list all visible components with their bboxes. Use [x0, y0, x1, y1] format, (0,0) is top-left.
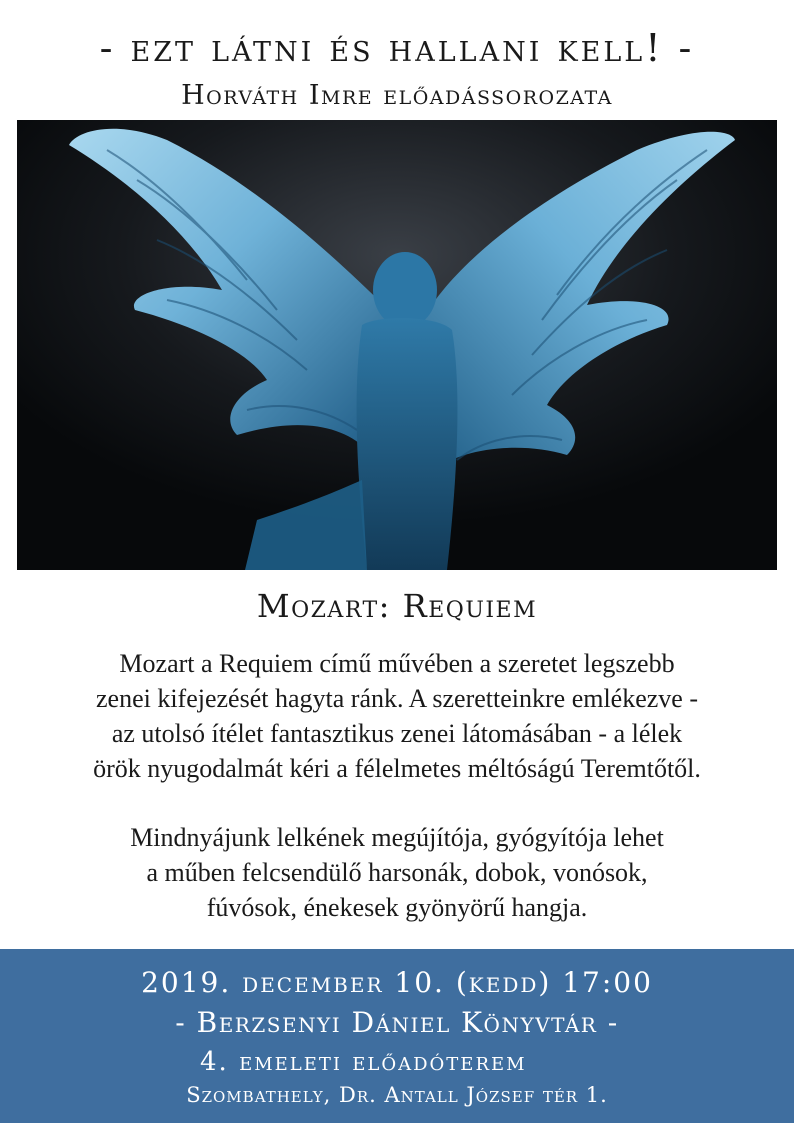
- description-line: zenei kifejezését hagyta ránk. A szeretteinkre emlékezve -: [95, 684, 698, 713]
- description-paragraph-2: [0, 820, 794, 925]
- description-line: a műben felcsendülő harsonák, dobok, vonósok,: [146, 858, 648, 887]
- description-line: Mozart a Requiem című művében a szeretet legszebb: [119, 649, 675, 678]
- event-datetime: 2019. december 10. (kedd) 17:00: [141, 966, 653, 999]
- header: [0, 0, 794, 118]
- description-line: az utolsó ítélet fantasztikus zenei látomásában - a lélek: [111, 719, 683, 748]
- description-paragraph-1: [0, 646, 794, 786]
- description-line: örök nyugodalmát kéri a félelmetes méltóságú Teremtőtől.: [93, 754, 701, 783]
- subheadline: Horváth Imre előadássorozata: [181, 80, 613, 111]
- event-info-banner: [0, 949, 794, 1123]
- event-venue: - Berzsenyi Dániel Könyvtár -: [175, 1006, 619, 1039]
- angel-wings-photo: [17, 120, 777, 570]
- description-line: Mindnyájunk lelkének megújítója, gyógyítója lehet: [130, 823, 664, 852]
- event-address: Szombathely, Dr. Antall József tér 1.: [186, 1083, 608, 1107]
- description-line: fúvósok, énekesek gyönyörű hangja.: [206, 893, 588, 922]
- event-room: 4. emeleti előadóterem: [200, 1047, 527, 1077]
- event-title: Mozart: Requiem: [256, 587, 538, 625]
- headline: - ezt látni és hallani kell! -: [99, 26, 695, 70]
